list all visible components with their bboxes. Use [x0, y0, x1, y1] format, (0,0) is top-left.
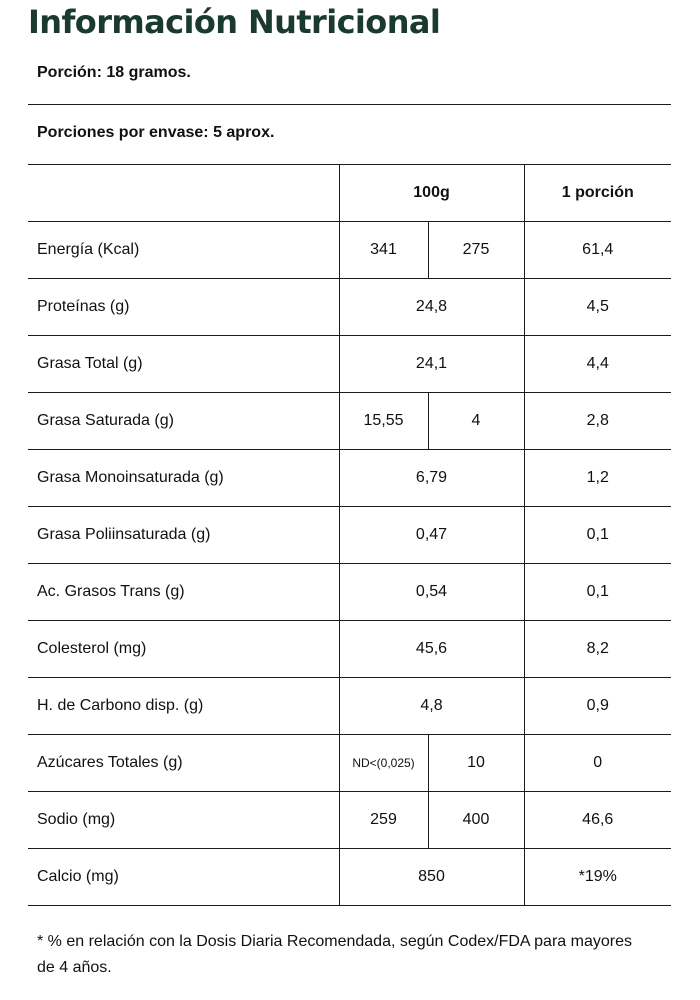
value-portion: 2,8: [524, 393, 671, 450]
value-100g-b: 4: [428, 393, 524, 450]
value-portion: 0,9: [524, 678, 671, 735]
table-row: [28, 279, 671, 336]
value-100g-a: ND<(0,025): [339, 735, 428, 792]
nutrient-name: H. de Carbono disp. (g): [28, 678, 339, 735]
value-100g: 45,6: [339, 621, 524, 678]
value-portion: 4,5: [524, 279, 671, 336]
value-100g: 850: [339, 849, 524, 906]
value-100g: 24,1: [339, 336, 524, 393]
table-row: [28, 450, 671, 507]
value-100g: 6,79: [339, 450, 524, 507]
page-title: Información Nutricional: [28, 3, 441, 41]
nutrient-name: Grasa Total (g): [28, 336, 339, 393]
table-row: [28, 849, 671, 906]
value-portion: 8,2: [524, 621, 671, 678]
value-portion: 1,2: [524, 450, 671, 507]
value-100g: 0,54: [339, 564, 524, 621]
servings-per-container: Porciones por envase: 5 aprox.: [37, 124, 275, 141]
value-100g: 0,47: [339, 507, 524, 564]
table-header-row: [28, 165, 671, 222]
portion-size: Porción: 18 gramos.: [37, 64, 191, 81]
table-row: [28, 621, 671, 678]
value-100g-a: 15,55: [339, 393, 428, 450]
value-100g-b: 400: [428, 792, 524, 849]
divider: [28, 104, 671, 105]
nutrient-name: Proteínas (g): [28, 279, 339, 336]
value-portion: 61,4: [524, 222, 671, 279]
value-100g-a: 341: [339, 222, 428, 279]
table-row: [28, 678, 671, 735]
nutrient-name: Sodio (mg): [28, 792, 339, 849]
value-portion: 0,1: [524, 507, 671, 564]
nutrition-table: [28, 164, 671, 906]
value-portion: 46,6: [524, 792, 671, 849]
nutrient-name: Calcio (mg): [28, 849, 339, 906]
nutrient-name: Azúcares Totales (g): [28, 735, 339, 792]
value-100g-b: 275: [428, 222, 524, 279]
table-row: [28, 507, 671, 564]
nutrition-table-body: [28, 222, 671, 906]
value-100g-b: 10: [428, 735, 524, 792]
footnote: * % en relación con la Dosis Diaria Recomendada, según Codex/FDA para mayores de 4 años.: [37, 933, 632, 976]
nutrient-name: Grasa Monoinsaturada (g): [28, 450, 339, 507]
value-100g: 4,8: [339, 678, 524, 735]
value-portion: 4,4: [524, 336, 671, 393]
nutrient-name: Colesterol (mg): [28, 621, 339, 678]
value-100g: 24,8: [339, 279, 524, 336]
header-portion: 1 porción: [524, 165, 671, 222]
table-row: [28, 336, 671, 393]
table-row: [28, 222, 671, 279]
value-100g-a: 259: [339, 792, 428, 849]
nutrient-name: Grasa Saturada (g): [28, 393, 339, 450]
value-portion: 0,1: [524, 564, 671, 621]
table-row: [28, 564, 671, 621]
header-nutrient: [28, 165, 339, 222]
nutrient-name: Grasa Poliinsaturada (g): [28, 507, 339, 564]
nutrient-name: Ac. Grasos Trans (g): [28, 564, 339, 621]
header-100g: 100g: [339, 165, 524, 222]
value-portion: 0: [524, 735, 671, 792]
value-portion: *19%: [524, 849, 671, 906]
table-row: [28, 735, 671, 792]
nutrient-name: Energía (Kcal): [28, 222, 339, 279]
table-row: [28, 393, 671, 450]
table-row: [28, 792, 671, 849]
